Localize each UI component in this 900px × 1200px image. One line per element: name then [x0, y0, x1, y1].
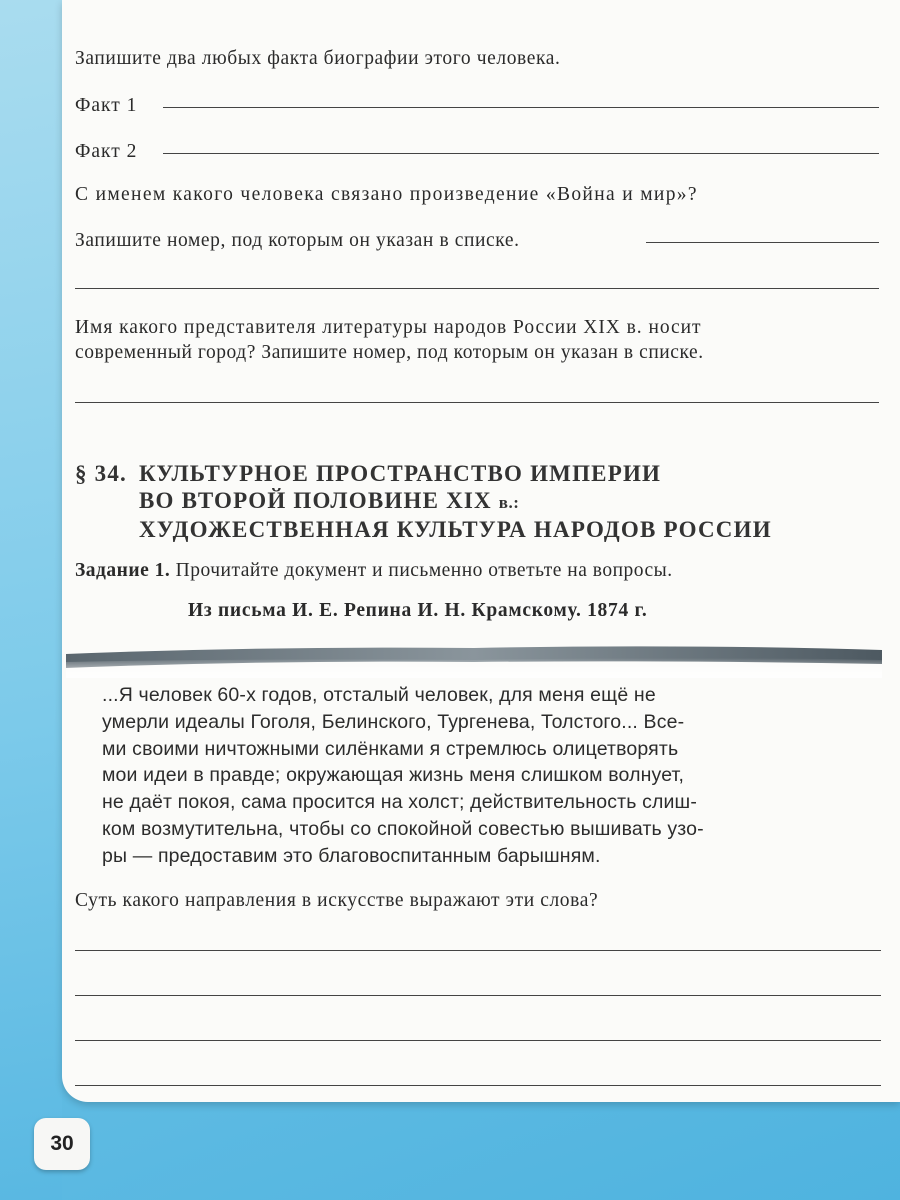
section-title-line3: ХУДОЖЕСТВЕННАЯ КУЛЬТУРА НАРОДОВ РОССИИ [139, 517, 772, 542]
city-question-line1: Имя какого представителя литературы народов России XIX в. носит [75, 317, 702, 338]
section-number: § 34. [75, 461, 127, 486]
final-answer-line-2[interactable] [75, 995, 881, 996]
fact1-label: Факт 1 [75, 95, 138, 116]
quote-line: ми своими ничтожными силёнками я стремлюсь олицетворять [102, 737, 679, 760]
war-peace-instruction: Запишите номер, под которым он указан в списке. [75, 230, 520, 251]
task-instruction [75, 560, 673, 582]
quote-line: ры — предоставим это благовоспитанным барышням. [102, 844, 601, 867]
document-quote [102, 682, 844, 870]
fact2-answer-line[interactable] [163, 153, 879, 154]
final-answer-line-1[interactable] [75, 950, 881, 951]
quote-line: не даёт покоя, сама просится на холст; действительность слиш- [102, 791, 697, 814]
war-peace-answer-line[interactable] [646, 242, 879, 243]
quote-line: умерли идеалы Гоголя, Белинского, Тургенева, Толстого... Все- [102, 710, 685, 733]
war-peace-answer-line-2[interactable] [75, 288, 879, 289]
quote-line: ком возмутительна, чтобы со спокойной совестью вышивать узо- [102, 817, 704, 840]
section-title-line1: КУЛЬТУРНОЕ ПРОСТРАНСТВО ИМПЕРИИ [139, 461, 662, 486]
final-answer-line-4[interactable] [75, 1085, 881, 1086]
city-question-line2: современный город? Запишите номер, под которым он указан в списке. [75, 342, 704, 363]
quote-line: ...Я человек 60-х годов, отсталый человек, для меня ещё не [102, 684, 656, 706]
city-answer-line[interactable] [75, 402, 879, 403]
final-answer-line-3[interactable] [75, 1040, 881, 1041]
document-banner [66, 640, 882, 678]
section-heading [75, 460, 772, 543]
facts-prompt: Запишите два любых факта биографии этого человека. [75, 48, 561, 69]
quote-line: мои идеи в правде; окружающая жизнь меня слишком волнует, [102, 764, 685, 787]
task-text: Прочитайте документ и письменно ответьте на вопросы. [175, 560, 673, 581]
workbook-page [62, 0, 900, 1102]
fact1-answer-line[interactable] [163, 107, 879, 108]
fact2-label: Факт 2 [75, 141, 138, 162]
section-title-line2-suffix: в.: [498, 493, 520, 512]
page-number: 30 [34, 1118, 90, 1170]
task-label: Задание 1. [75, 560, 171, 581]
document-title: Из письма И. Е. Репина И. Н. Крамскому. 1874 г. [188, 600, 648, 621]
final-question: Суть какого направления в искусстве выражают эти слова? [75, 890, 599, 911]
war-peace-question: С именем какого человека связано произведение «Война и мир»? [75, 184, 698, 205]
left-margin-strip [0, 0, 62, 1200]
section-title-line2: ВО ВТОРОЙ ПОЛОВИНЕ XIX [139, 488, 492, 513]
